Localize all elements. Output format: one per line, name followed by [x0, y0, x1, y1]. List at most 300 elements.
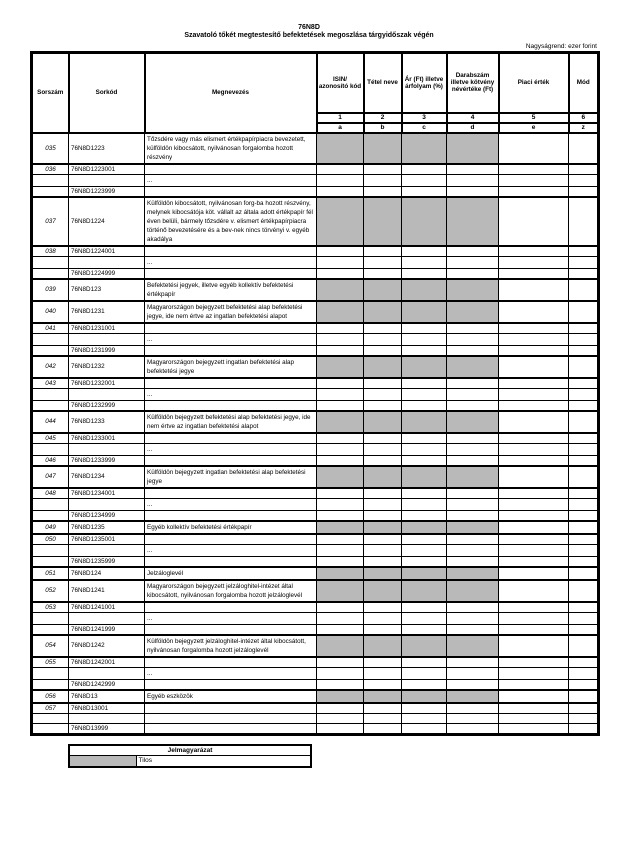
data-cell-d [447, 567, 499, 580]
data-cell-c [402, 301, 447, 323]
table-row [32, 521, 599, 534]
megnevezes-cell [145, 345, 317, 356]
col-header-isin: ISIN/ azonosító kód [317, 53, 364, 113]
megnevezes-cell: ... [145, 256, 317, 268]
sorkod-cell: 76N8D13 [69, 690, 145, 703]
data-cell-c [402, 667, 447, 679]
table-row [32, 602, 599, 613]
table-row [32, 400, 599, 411]
data-cell-d [447, 301, 499, 323]
data-cell-d [447, 268, 499, 279]
table-row [32, 388, 599, 400]
data-cell-z [569, 301, 599, 323]
table-row [32, 488, 599, 499]
table-row [32, 723, 599, 734]
data-cell-d [447, 657, 499, 668]
table-row [32, 510, 599, 521]
data-cell-e [499, 466, 569, 488]
data-cell-a [317, 466, 364, 488]
data-cell-c [402, 345, 447, 356]
table-row [32, 433, 599, 444]
megnevezes-cell: Magyarországon bejegyzett ingatlan befektetési alap befektetési jegye [145, 356, 317, 378]
data-cell-z [569, 433, 599, 444]
sorkod-cell: 76N8D123 [69, 279, 145, 301]
sorkod-cell [69, 544, 145, 556]
table-body [32, 133, 599, 735]
sorkod-cell: 76N8D1223 [69, 133, 145, 164]
data-cell-z [569, 544, 599, 556]
data-cell-a [317, 323, 364, 334]
megnevezes-cell [145, 679, 317, 690]
table-row [32, 443, 599, 455]
data-cell-z [569, 400, 599, 411]
data-cell-a [317, 164, 364, 175]
column-letter: d [447, 123, 499, 133]
data-cell-e [499, 667, 569, 679]
data-cell-b [364, 657, 402, 668]
table-row [32, 534, 599, 545]
table-row [32, 268, 599, 279]
data-cell-d [447, 498, 499, 510]
data-cell-c [402, 378, 447, 389]
data-cell-b [364, 400, 402, 411]
data-cell-c [402, 521, 447, 534]
data-cell-d [447, 279, 499, 301]
megnevezes-cell: ... [145, 612, 317, 624]
table-row [32, 466, 599, 488]
data-cell-c [402, 256, 447, 268]
data-cell-a [317, 345, 364, 356]
sorszam-cell: 037 [32, 197, 69, 246]
table-row [32, 411, 599, 433]
data-cell-c [402, 455, 447, 466]
sorszam-cell: 051 [32, 567, 69, 580]
data-cell-d [447, 510, 499, 521]
data-cell-e [499, 580, 569, 602]
data-cell-b [364, 567, 402, 580]
table-row [32, 679, 599, 690]
data-cell-e [499, 556, 569, 567]
data-cell-c [402, 388, 447, 400]
data-cell-c [402, 443, 447, 455]
sorszam-cell [32, 624, 69, 635]
table-row [32, 455, 599, 466]
table-row [32, 256, 599, 268]
sorszam-cell [32, 498, 69, 510]
megnevezes-cell: ... [145, 174, 317, 186]
sorkod-cell [69, 443, 145, 455]
megnevezes-cell: Külföldön bejegyzett ingatlan befektetési alap befektetési jegye [145, 466, 317, 488]
data-cell-z [569, 268, 599, 279]
megnevezes-cell [145, 534, 317, 545]
data-cell-d [447, 612, 499, 624]
data-cell-a [317, 433, 364, 444]
form-code: 76N8D [298, 24, 320, 31]
data-cell-z [569, 580, 599, 602]
data-cell-d [447, 713, 499, 723]
sorszam-cell [32, 174, 69, 186]
data-cell-a [317, 544, 364, 556]
legend-item-label: Tilos [136, 756, 311, 767]
megnevezes-cell [145, 186, 317, 197]
data-cell-b [364, 534, 402, 545]
data-cell-z [569, 690, 599, 703]
data-cell-d [447, 521, 499, 534]
data-cell-z [569, 723, 599, 734]
data-cell-b [364, 268, 402, 279]
data-cell-z [569, 133, 599, 164]
data-cell-e [499, 197, 569, 246]
sorszam-cell: 036 [32, 164, 69, 175]
column-letter: a [317, 123, 364, 133]
table-row [32, 703, 599, 714]
data-cell-c [402, 356, 447, 378]
data-cell-z [569, 703, 599, 714]
sorszam-cell [32, 544, 69, 556]
legend-table [68, 744, 312, 768]
data-cell-d [447, 388, 499, 400]
table-row [32, 323, 599, 334]
data-cell-c [402, 400, 447, 411]
data-cell-z [569, 333, 599, 345]
megnevezes-cell [145, 723, 317, 734]
data-cell-d [447, 333, 499, 345]
megnevezes-cell: Külföldön kibocsátott, nyilvánosan forg-ba hozott részvény, melynek kibocsátója köt. vállalt az általa adott értékpapír fél éven belüli, bármely tőzsdére v. elismert értékpapírpiacra történő bevezetésére és a bev-nek nincs törvényi v. egyéb akadálya [145, 197, 317, 246]
data-cell-e [499, 400, 569, 411]
data-cell-e [499, 713, 569, 723]
sorkod-cell [69, 667, 145, 679]
sorkod-cell: 76N8D1235999 [69, 556, 145, 567]
sorszam-cell [32, 333, 69, 345]
table-row [32, 657, 599, 668]
data-cell-d [447, 378, 499, 389]
data-cell-c [402, 703, 447, 714]
sorkod-cell: 76N8D124 [69, 567, 145, 580]
sorkod-cell [69, 612, 145, 624]
data-cell-z [569, 534, 599, 545]
sorszam-cell: 042 [32, 356, 69, 378]
table-row [32, 556, 599, 567]
sorszam-cell: 049 [32, 521, 69, 534]
data-cell-d [447, 602, 499, 613]
table-row [32, 498, 599, 510]
data-cell-e [499, 411, 569, 433]
data-cell-a [317, 378, 364, 389]
data-cell-a [317, 521, 364, 534]
megnevezes-cell [145, 624, 317, 635]
col-header-sorszam: Sorszám [32, 53, 69, 133]
sorszam-cell: 057 [32, 703, 69, 714]
megnevezes-cell: ... [145, 388, 317, 400]
data-cell-d [447, 544, 499, 556]
megnevezes-cell: ... [145, 443, 317, 455]
col-header-tetel-neve: Tétel neve [364, 53, 402, 113]
col-header-ar-arfolyam: Ár (Ft) illetve árfolyam (%) [402, 53, 447, 113]
megnevezes-cell [145, 164, 317, 175]
data-cell-e [499, 567, 569, 580]
table-row [32, 690, 599, 703]
data-cell-c [402, 567, 447, 580]
sorkod-cell [69, 388, 145, 400]
main-table [30, 51, 600, 736]
data-cell-a [317, 174, 364, 186]
data-cell-e [499, 602, 569, 613]
data-cell-e [499, 657, 569, 668]
data-cell-b [364, 378, 402, 389]
sorkod-cell: 76N8D13999 [69, 723, 145, 734]
data-cell-z [569, 256, 599, 268]
table-row [32, 612, 599, 624]
sorkod-cell [69, 498, 145, 510]
data-cell-a [317, 510, 364, 521]
sorszam-cell: 054 [32, 635, 69, 657]
column-number: 5 [499, 113, 569, 123]
sorszam-cell: 053 [32, 602, 69, 613]
data-cell-c [402, 323, 447, 334]
data-cell-a [317, 602, 364, 613]
data-cell-z [569, 635, 599, 657]
data-cell-z [569, 657, 599, 668]
column-number: 4 [447, 113, 499, 123]
data-cell-c [402, 690, 447, 703]
sorkod-cell: 76N8D1242999 [69, 679, 145, 690]
data-cell-a [317, 256, 364, 268]
sorkod-cell: 76N8D1233 [69, 411, 145, 433]
data-cell-a [317, 635, 364, 657]
data-cell-d [447, 164, 499, 175]
megnevezes-cell [145, 323, 317, 334]
sorkod-cell [69, 256, 145, 268]
sorkod-cell: 76N8D1234999 [69, 510, 145, 521]
data-cell-b [364, 690, 402, 703]
data-cell-e [499, 388, 569, 400]
data-cell-b [364, 612, 402, 624]
data-cell-d [447, 174, 499, 186]
data-cell-c [402, 556, 447, 567]
sorkod-cell: 76N8D1232999 [69, 400, 145, 411]
data-cell-z [569, 279, 599, 301]
data-cell-z [569, 612, 599, 624]
data-cell-b [364, 713, 402, 723]
data-cell-d [447, 488, 499, 499]
data-cell-z [569, 345, 599, 356]
data-cell-a [317, 333, 364, 345]
data-cell-a [317, 556, 364, 567]
data-cell-b [364, 323, 402, 334]
data-cell-c [402, 268, 447, 279]
data-cell-a [317, 133, 364, 164]
sorszam-cell: 045 [32, 433, 69, 444]
megnevezes-cell: Befektetési jegyek, illetve egyéb kollektív befektetési értékpapír [145, 279, 317, 301]
sorkod-cell: 76N8D1232 [69, 356, 145, 378]
data-cell-e [499, 333, 569, 345]
column-letter: e [499, 123, 569, 133]
legend-title: Jelmagyarázat [69, 745, 311, 756]
data-cell-d [447, 690, 499, 703]
megnevezes-cell: ... [145, 544, 317, 556]
table-row [32, 246, 599, 257]
data-cell-e [499, 544, 569, 556]
data-cell-a [317, 301, 364, 323]
megnevezes-cell: ... [145, 498, 317, 510]
megnevezes-cell: ... [145, 333, 317, 345]
data-cell-b [364, 556, 402, 567]
data-cell-b [364, 679, 402, 690]
data-cell-z [569, 356, 599, 378]
megnevezes-cell [145, 488, 317, 499]
data-cell-b [364, 498, 402, 510]
data-cell-z [569, 378, 599, 389]
data-cell-c [402, 133, 447, 164]
col-header-mod: Mód [569, 53, 599, 113]
col-header-sorkod: Sorkód [69, 53, 145, 133]
header-row [32, 53, 599, 113]
data-cell-d [447, 246, 499, 257]
data-cell-b [364, 521, 402, 534]
data-cell-z [569, 323, 599, 334]
data-cell-a [317, 679, 364, 690]
data-cell-b [364, 488, 402, 499]
sorszam-cell: 050 [32, 534, 69, 545]
data-cell-a [317, 723, 364, 734]
data-cell-e [499, 133, 569, 164]
data-cell-d [447, 411, 499, 433]
megnevezes-cell: Külföldön bejegyzett jelzáloghitel-intézet által kibocsátott, nyilvánosan forgalomba hozott jelzáloglevél [145, 635, 317, 657]
sorkod-cell: 76N8D1234 [69, 466, 145, 488]
col-header-darabszam: Darabszám illetve kötvény névértéke (Ft) [447, 53, 499, 113]
data-cell-c [402, 197, 447, 246]
data-cell-c [402, 279, 447, 301]
sorszam-cell [32, 612, 69, 624]
data-cell-e [499, 703, 569, 714]
data-cell-z [569, 567, 599, 580]
forbidden-color-swatch [69, 756, 136, 767]
megnevezes-cell [145, 556, 317, 567]
data-cell-e [499, 186, 569, 197]
scale-note: Nagyságrend: ezer forint [525, 43, 597, 50]
data-cell-e [499, 521, 569, 534]
data-cell-z [569, 246, 599, 257]
data-cell-z [569, 411, 599, 433]
data-cell-c [402, 602, 447, 613]
sorkod-cell: 76N8D1223999 [69, 186, 145, 197]
table-row [32, 133, 599, 164]
table-row [32, 333, 599, 345]
data-cell-e [499, 498, 569, 510]
data-cell-d [447, 455, 499, 466]
page-title: Szavatoló tőkét megtestesítő befektetések megoszlása tárgyidőszak végén [184, 32, 434, 39]
data-cell-e [499, 246, 569, 257]
sorkod-cell: 76N8D1235001 [69, 534, 145, 545]
data-cell-b [364, 246, 402, 257]
megnevezes-cell [145, 268, 317, 279]
sorkod-cell: 76N8D1224001 [69, 246, 145, 257]
data-cell-d [447, 356, 499, 378]
sorkod-cell: 76N8D1223001 [69, 164, 145, 175]
sorszam-cell [32, 679, 69, 690]
data-cell-c [402, 510, 447, 521]
data-cell-c [402, 723, 447, 734]
table-row [32, 580, 599, 602]
data-cell-a [317, 713, 364, 723]
sorkod-cell: 76N8D1231 [69, 301, 145, 323]
sorszam-cell: 052 [32, 580, 69, 602]
data-cell-c [402, 164, 447, 175]
data-cell-e [499, 356, 569, 378]
megnevezes-cell [145, 510, 317, 521]
data-cell-b [364, 197, 402, 246]
data-cell-a [317, 488, 364, 499]
data-cell-e [499, 174, 569, 186]
data-cell-e [499, 279, 569, 301]
data-cell-b [364, 544, 402, 556]
data-cell-d [447, 679, 499, 690]
data-cell-d [447, 723, 499, 734]
data-cell-d [447, 400, 499, 411]
data-cell-e [499, 624, 569, 635]
sorszam-cell: 035 [32, 133, 69, 164]
data-cell-c [402, 333, 447, 345]
megnevezes-cell [145, 246, 317, 257]
sorszam-cell [32, 510, 69, 521]
data-cell-e [499, 323, 569, 334]
sorszam-cell [32, 186, 69, 197]
data-cell-a [317, 567, 364, 580]
data-cell-a [317, 186, 364, 197]
sorszam-cell: 046 [32, 455, 69, 466]
megnevezes-cell [145, 400, 317, 411]
megnevezes-cell [145, 433, 317, 444]
sorszam-cell [32, 667, 69, 679]
data-cell-a [317, 534, 364, 545]
data-cell-b [364, 345, 402, 356]
data-cell-z [569, 388, 599, 400]
data-cell-b [364, 164, 402, 175]
data-cell-e [499, 301, 569, 323]
sorszam-cell [32, 268, 69, 279]
data-cell-b [364, 279, 402, 301]
column-letter: z [569, 123, 599, 133]
data-cell-z [569, 510, 599, 521]
data-cell-c [402, 488, 447, 499]
column-number: 1 [317, 113, 364, 123]
sorszam-cell: 056 [32, 690, 69, 703]
sorkod-cell: 76N8D1241 [69, 580, 145, 602]
sorszam-cell [32, 713, 69, 723]
data-cell-c [402, 498, 447, 510]
sorkod-cell: 76N8D1233001 [69, 433, 145, 444]
megnevezes-cell [145, 378, 317, 389]
data-cell-b [364, 133, 402, 164]
sorkod-cell: 76N8D1241001 [69, 602, 145, 613]
title-block [0, 0, 618, 50]
data-cell-b [364, 256, 402, 268]
data-cell-e [499, 690, 569, 703]
data-cell-c [402, 635, 447, 657]
data-cell-d [447, 624, 499, 635]
data-cell-b [364, 186, 402, 197]
data-cell-z [569, 667, 599, 679]
data-cell-e [499, 510, 569, 521]
sorkod-cell: 76N8D1233999 [69, 455, 145, 466]
data-cell-a [317, 690, 364, 703]
data-cell-a [317, 197, 364, 246]
data-cell-z [569, 521, 599, 534]
data-cell-c [402, 657, 447, 668]
column-number: 6 [569, 113, 599, 123]
data-cell-b [364, 433, 402, 444]
data-cell-a [317, 624, 364, 635]
